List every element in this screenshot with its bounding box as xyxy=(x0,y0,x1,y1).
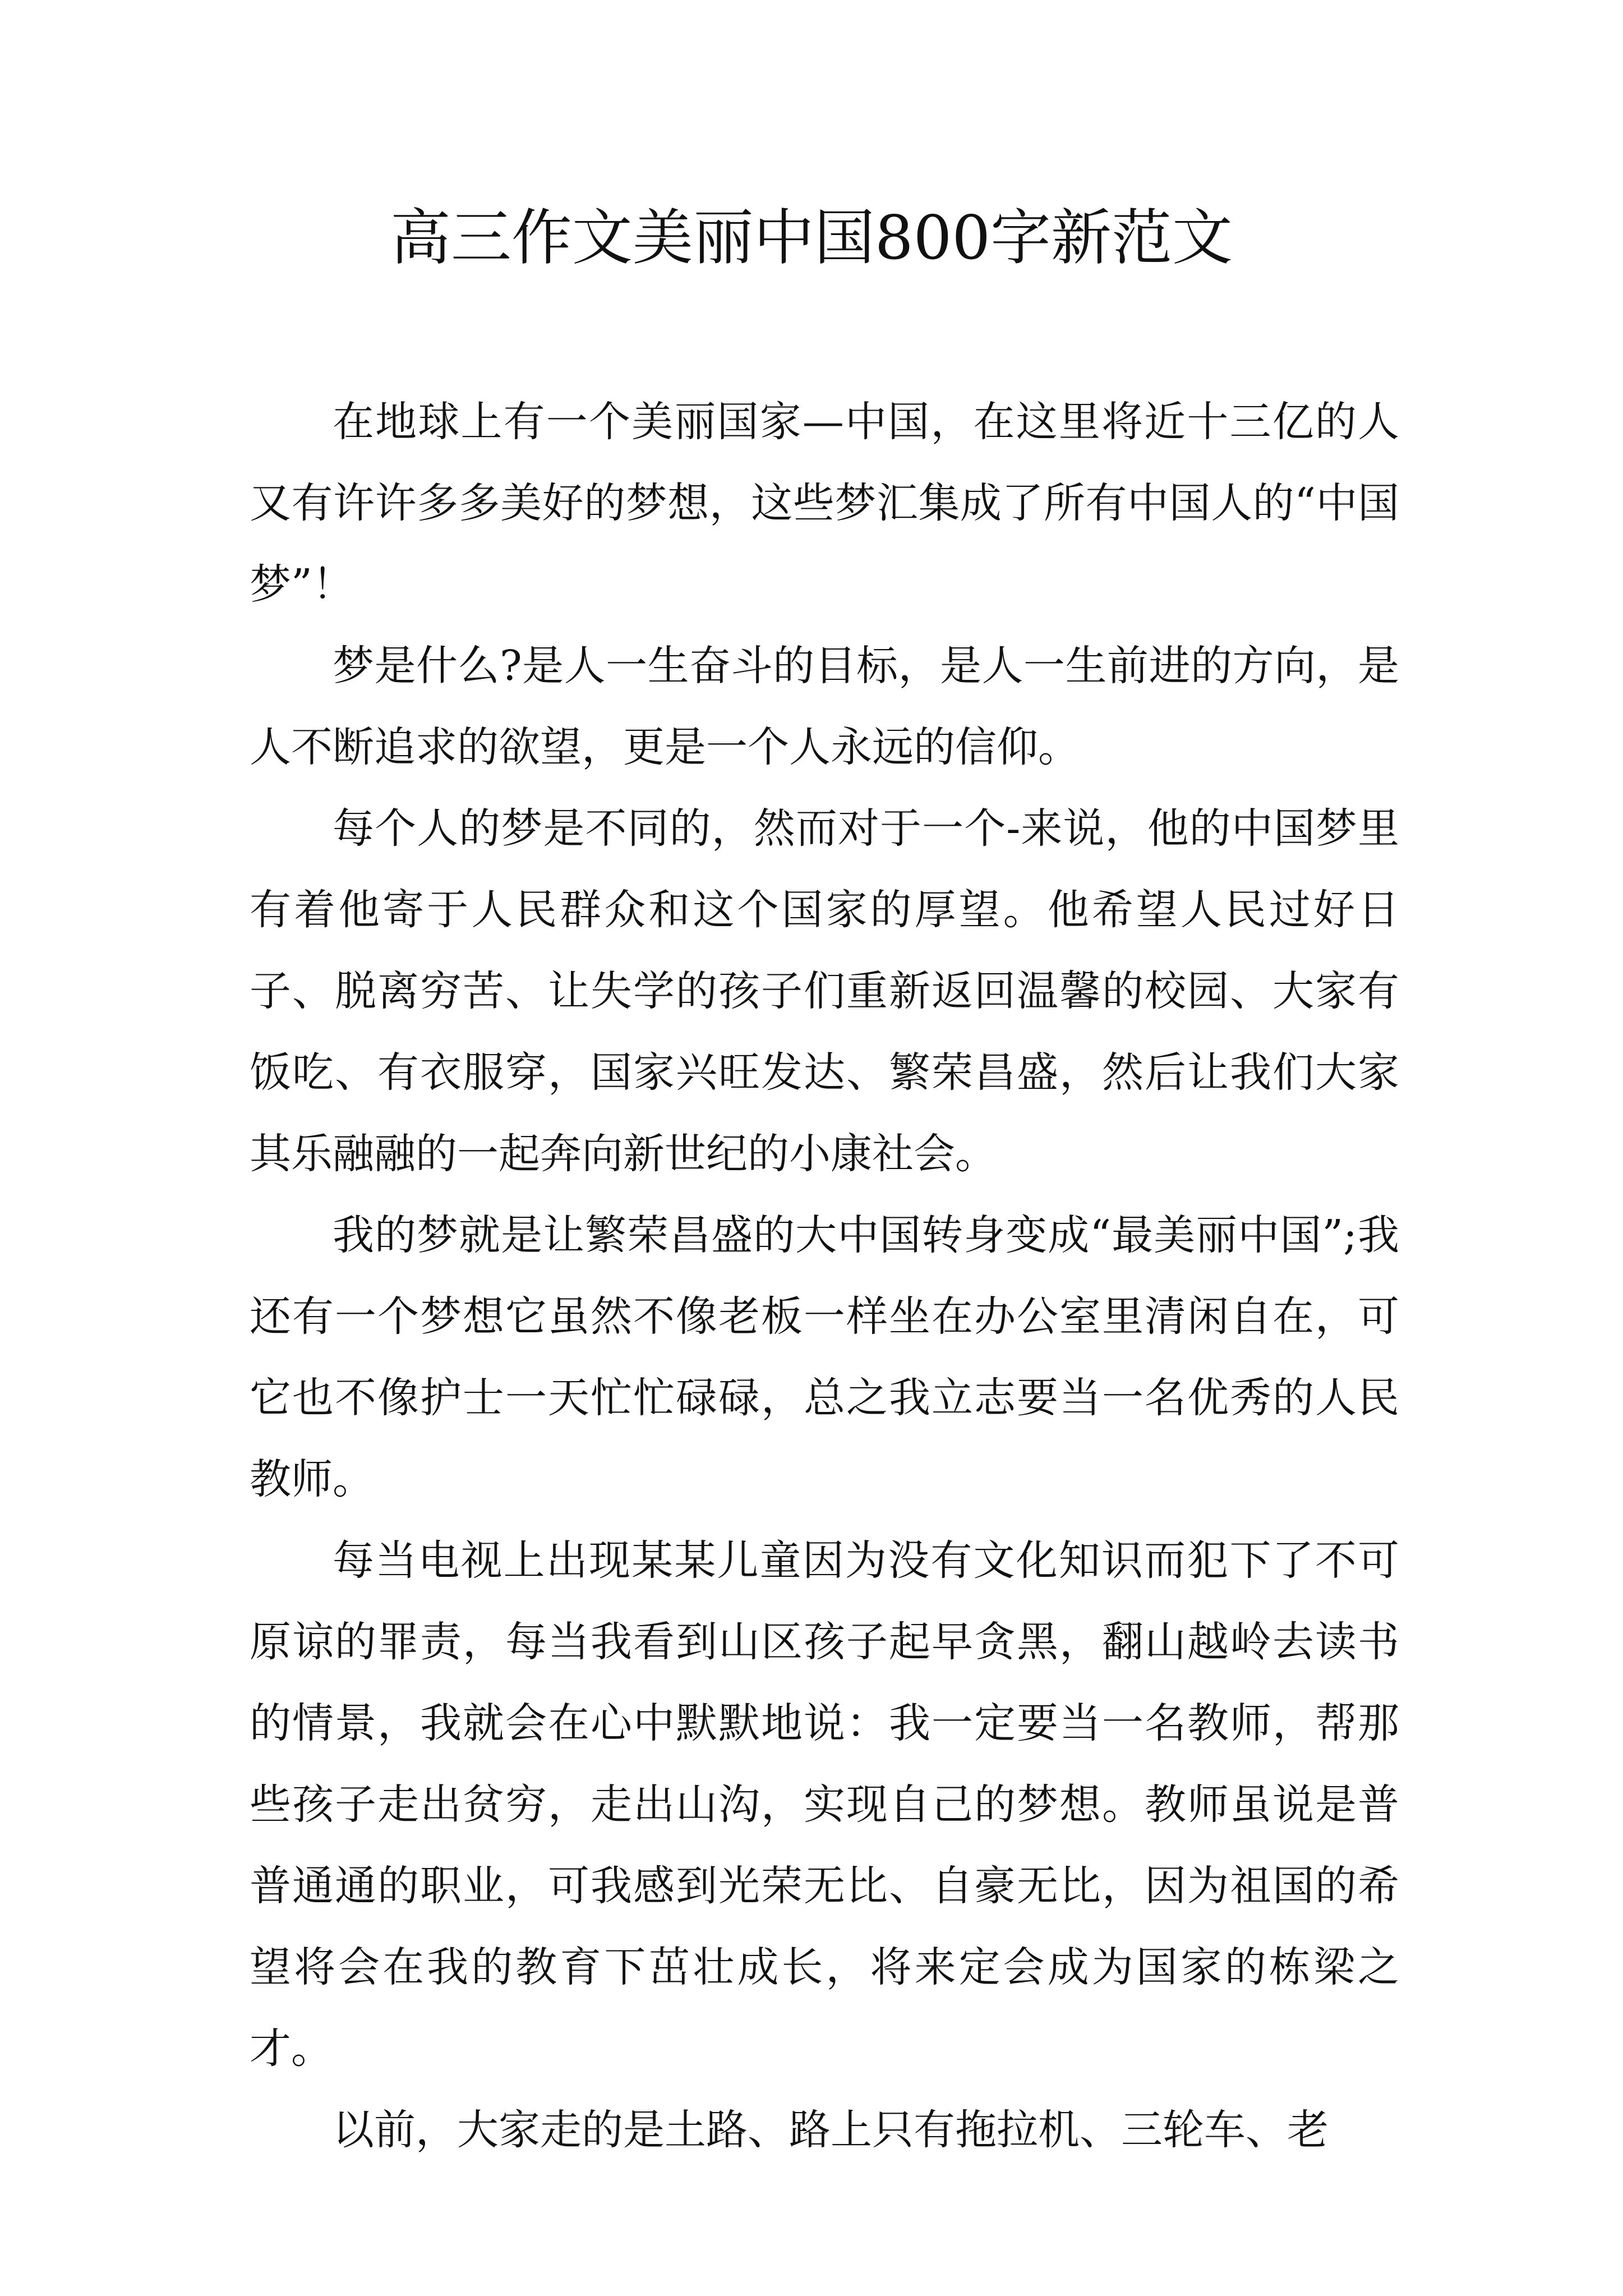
document-body xyxy=(250,381,1399,2171)
paragraph: 每当电视上出现某某儿童因为没有文化知识而犯下了不可原谅的罪责，每当我看到山区孩子起早贪黑，翻山越岭去读书的情景，我就会在心中默默地说：我一定要当一名教师，帮那些孩子走出贫穷，走出山沟，实现自己的梦想。教师虽说是普普通通的职业，可我感到光荣无比、自豪无比，因为祖国的希望将会在我的教育下茁壮成长，将来定会成为国家的栋梁之才。 xyxy=(250,1536,1399,2073)
document-title: 高三作文美丽中国800字新范文 xyxy=(390,203,1233,273)
paragraph: 梦是什么?是人一生奋斗的目标，是人一生前进的方向，是人不断追求的欲望，更是一个人永远的信仰。 xyxy=(250,642,1399,771)
paragraph: 每个人的梦是不同的，然而对于一个-来说，他的中国梦里有着他寄于人民群众和这个国家的厚望。他希望人民过好日子、脱离穷苦、让失学的孩子们重新返回温馨的校园、大家有饭吃、有衣服穿，国家兴旺发达、繁荣昌盛，然后让我们大家其乐融融的一起奔向新世纪的小康社会。 xyxy=(250,804,1399,1178)
paragraph: 以前，大家走的是土路、路上只有拖拉机、三轮车、老 xyxy=(333,2106,1329,2154)
paragraph: 我的梦就是让繁荣昌盛的大中国转身变成“最美丽中国”;我还有一个梦想它虽然不像老板一样坐在办公室里清闲自在，可它也不像护士一天忙忙碌碌，总之我立志要当一名优秀的人民教师。 xyxy=(250,1211,1399,1503)
paragraph: 在地球上有一个美丽国家—中国，在这里将近十三亿的人又有许许多多美好的梦想，这些梦汇集成了所有中国人的“中国梦”！ xyxy=(250,398,1399,609)
